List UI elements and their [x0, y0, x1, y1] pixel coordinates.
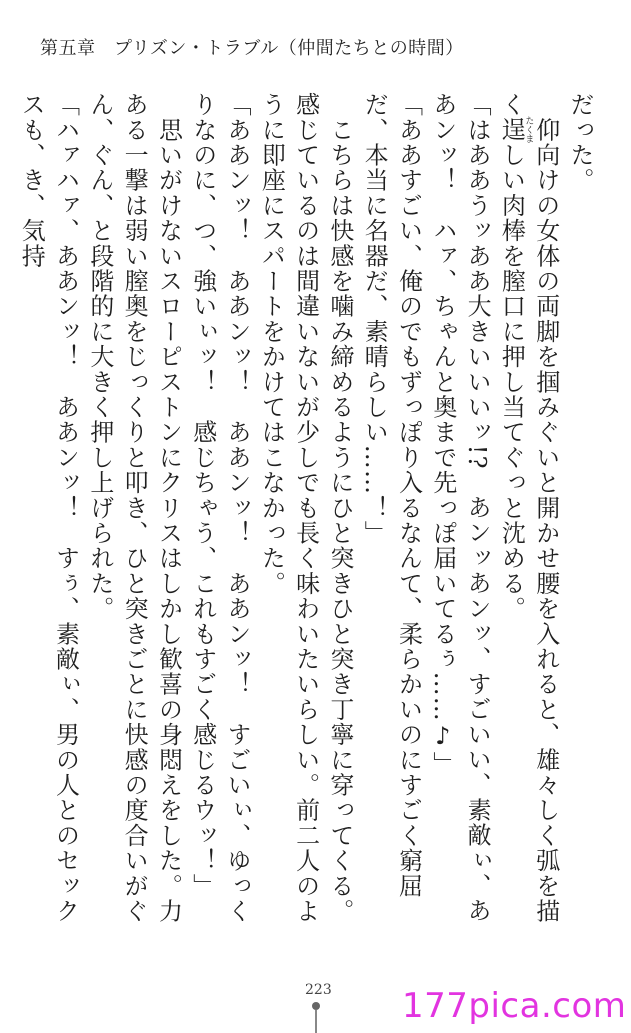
ruby-reading: たくま	[523, 116, 534, 144]
paragraph-2-text-b: しい肉棒を膣口に押し当てぐっと沈める。	[497, 142, 526, 622]
paragraph-3: 「はああうッああ大きいいいッ!? あンッあンッ、すごいい、素敵ぃ、ああンッ！ ハァ、ちゃんと奥まで先っぽ届いてるぅ……♪」	[428, 92, 492, 924]
paragraph-7: 思いがけないスローピストンにクリスはしかし歓喜の身悶えをした。力ある一撃は弱い膣奥をじっくりと叩き、ひと突きごとに快感の度合いがぐん、ぐん、と段階的に大きく押し上げられた。	[85, 92, 183, 924]
page-marker-line	[315, 1010, 317, 1033]
paragraph-4: 「ああすごい、俺のでもずっぽり入るなんて、柔らかいのにすごく窮屈だ、本当に名器だ、素晴らしい……！」	[360, 92, 423, 899]
paragraph-5: こちらは快感を噛み締めるようにひと突きひと突き丁寧に穿ってくる。感じているのは間違いないが少しでも長く味わいたいらしい。前二人のように即座にスパートをかけてはこなかった。	[257, 92, 354, 924]
paragraph-6: 「ああンッ！ ああンッ！ ああンッ！ ああンッ！ すごいぃ、ゆっくりなのに、つ、強いぃッ！ 感じちゃう、これもすごく感じるウッ！」	[188, 92, 252, 924]
page-number: 223	[305, 982, 332, 998]
running-header: 第五章 プリズン・トラブル（仲間たちとの時間）	[40, 38, 464, 59]
body-text	[14, 92, 597, 942]
paragraph-8: 「ハァハァ、ああンッ！ ああンッ！ すぅ、素敵ぃ、男の人とのセックスも、き、気持	[17, 92, 80, 924]
paragraph-1: だった。	[566, 92, 594, 193]
ruby-word	[497, 116, 534, 144]
page-marker-dot	[312, 1002, 320, 1010]
watermark: 177pica.com	[402, 986, 627, 1026]
paragraph-2-text-a: 仰向けの女体の両脚を掴みぐいと開かせ腰を入れると、雄々しく弧を描く	[497, 92, 560, 924]
paragraph-2	[494, 92, 563, 942]
ruby-base: 逞	[497, 116, 526, 144]
